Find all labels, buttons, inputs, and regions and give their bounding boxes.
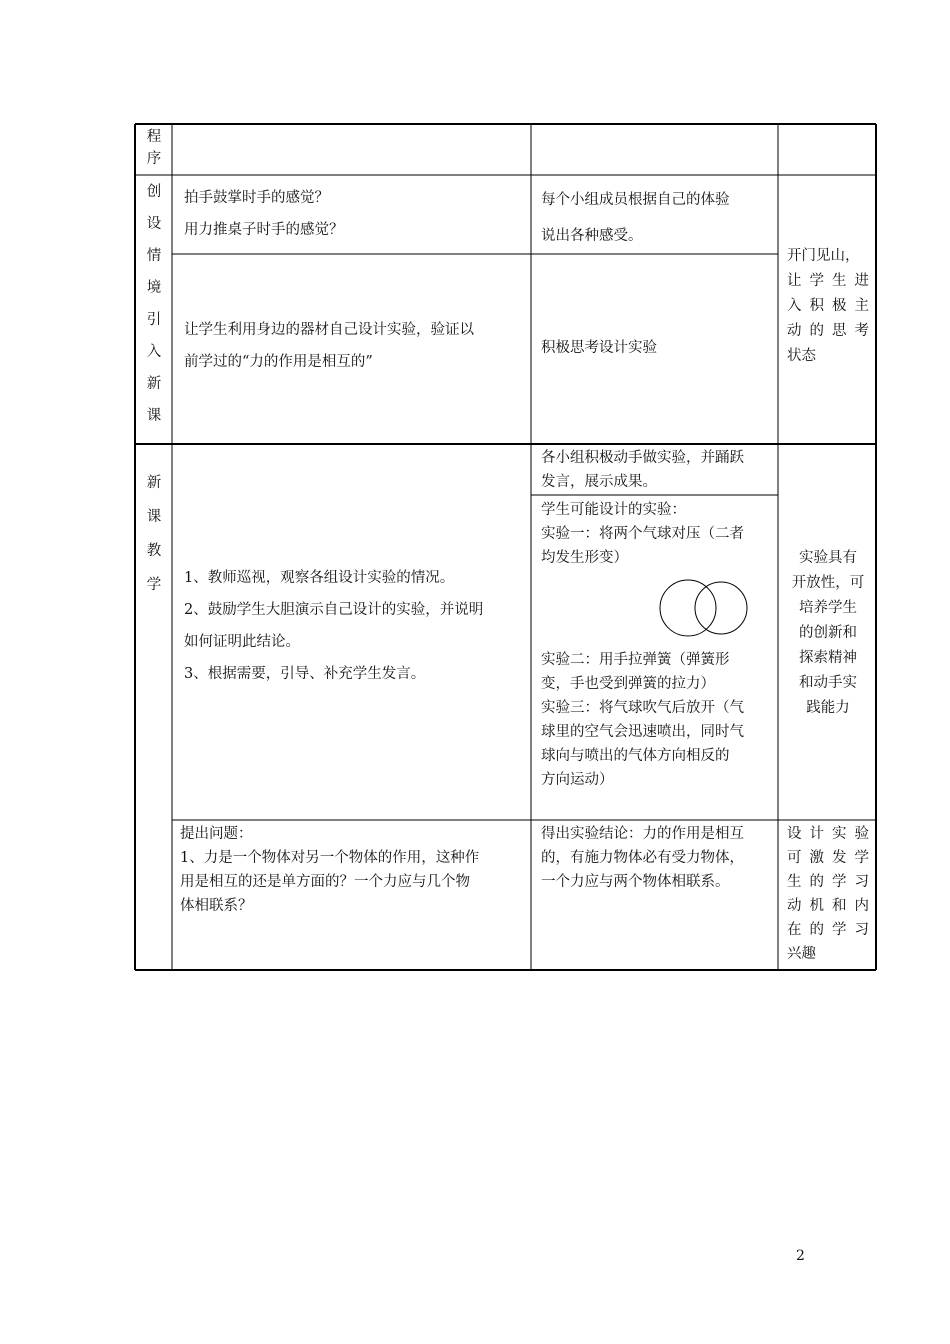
student-activity-lesson-experiments: 学生可能设计的实验： 实验一：将两个气球对压（二者 均发生形变） — [541, 502, 744, 566]
section-label-new-lesson: 新 课 教 学 — [146, 475, 162, 593]
page-number: 2 — [796, 1248, 805, 1264]
student-activity-intro-1: 每个小组成员根据自己的体验 说出各种感受。 — [541, 192, 730, 244]
student-activity-lesson-summary: 各小组积极动手做实验，并踊跃 发言，展示成果。 — [541, 450, 744, 490]
design-intent-lesson-1: 实验具有 开放性，可 培养学生 的创新和 探索精神 和动手实 践能力 — [791, 550, 865, 716]
program-label: 程 序 — [146, 129, 162, 167]
teacher-activity-lesson-1: 1、教师巡视，观察各组设计实验的情况。 2、鼓励学生大胆演示自己设计的实验，并说明 如何证明此结论。 3、根据需要，引导、补充学生发言。 — [184, 570, 484, 682]
two-balloons-illustration — [650, 575, 760, 645]
teacher-activity-lesson-2: 提出问题： 1、力是一个物体对另一个物体的作用，这种作 用是相互的还是单方面的？一个力应与几个物 体相联系？ — [180, 826, 480, 914]
student-activity-intro-2: 积极思考设计实验 — [541, 340, 657, 356]
teacher-activity-intro-1: 拍手鼓掌时手的感觉？ 用力推桌子时手的感觉？ — [184, 190, 344, 238]
design-intent-lesson-2: 设计实验 可激发学 生的学习 动机和内 在的学习 兴趣 — [787, 826, 869, 962]
teacher-activity-intro-2: 让学生利用身边的器材自己设计实验，验证以 前学过的“力的作用是相互的” — [184, 322, 474, 370]
student-activity-lesson-conclusion: 得出实验结论：力的作用是相互 的，有施力物体必有受力物体， 一个力应与两个物体相联系。 — [541, 826, 744, 890]
design-intent-intro: 开门见山， 让学生进 入积极主 动的思考 状态 — [787, 248, 869, 364]
student-activity-lesson-experiments-2: 实验二：用手拉弹簧（弹簧形 变，手也受到弹簧的拉力） 实验三：将气球吹气后放开（气 球里的空气会迅速喷出，同时气 球向与喷出的气体方向相反的 方向运动） — [541, 652, 744, 788]
section-label-intro: 创 设 情 境 引 入 新 课 — [146, 184, 162, 424]
